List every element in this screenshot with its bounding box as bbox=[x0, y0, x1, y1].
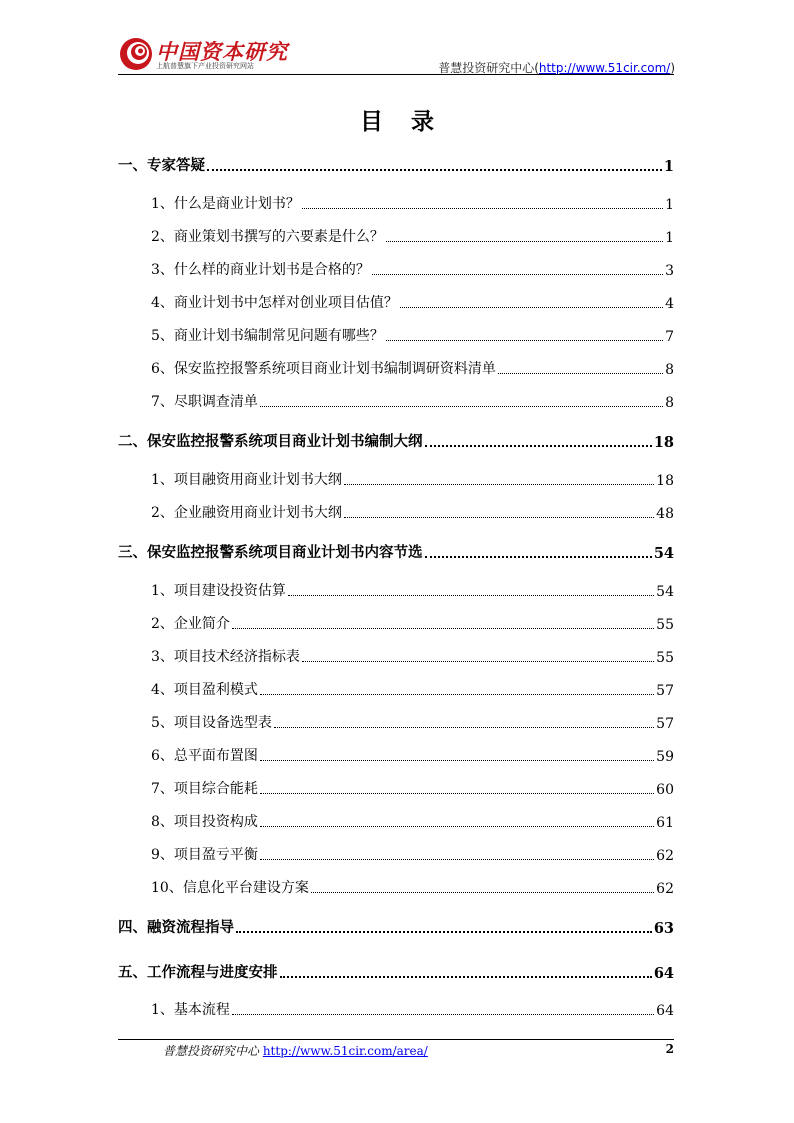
toc-entry-page: 54 bbox=[656, 584, 674, 600]
toc-entry[interactable] bbox=[118, 430, 674, 451]
toc-entry-label: 二、保安监控报警系统项目商业计划书编制大纲 bbox=[118, 433, 423, 450]
toc-entry-label: 5、项目设备选型表 bbox=[151, 715, 272, 731]
toc-entry[interactable] bbox=[151, 778, 674, 798]
toc-leader-dots bbox=[400, 307, 663, 308]
toc-entry-page: 1 bbox=[665, 230, 674, 246]
toc-entry-page: 64 bbox=[653, 965, 674, 982]
toc-entry-page: 1 bbox=[665, 197, 674, 213]
toc-entry[interactable] bbox=[151, 469, 674, 489]
toc-leader-dots bbox=[344, 484, 654, 485]
toc-entry-label: 3、项目技术经济指标表 bbox=[151, 649, 300, 665]
toc-entry-page: 8 bbox=[665, 395, 674, 411]
toc-leader-dots bbox=[232, 1014, 654, 1015]
footer-link[interactable]: http://www.51cir.com/area/ bbox=[262, 1044, 428, 1058]
page-number: 2 bbox=[665, 1042, 674, 1056]
toc-entry-page: 18 bbox=[656, 473, 674, 489]
toc-leader-dots bbox=[260, 793, 654, 794]
toc-entry-page: 60 bbox=[656, 782, 674, 798]
toc-entry-label: 1、项目融资用商业计划书大纲 bbox=[151, 472, 342, 488]
toc-entry-page: 62 bbox=[656, 881, 674, 897]
toc-leader-dots bbox=[207, 169, 662, 171]
toc-leader-dots bbox=[425, 445, 652, 447]
toc-entry-label: 7、项目综合能耗 bbox=[151, 781, 258, 797]
toc-entry-page: 57 bbox=[656, 683, 674, 699]
toc-entry-page: 62 bbox=[656, 848, 674, 864]
toc-entry[interactable] bbox=[151, 679, 674, 699]
toc-entry[interactable] bbox=[151, 811, 674, 831]
toc-entry-page: 61 bbox=[656, 815, 674, 831]
toc-entry[interactable] bbox=[151, 745, 674, 765]
toc-entry-page: 48 bbox=[656, 506, 674, 522]
toc-entry-label: 一、专家答疑 bbox=[118, 157, 205, 174]
toc-entry-label: 8、项目投资构成 bbox=[151, 814, 258, 830]
toc-entry-label: 2、企业简介 bbox=[151, 616, 230, 632]
toc-leader-dots bbox=[260, 694, 654, 695]
toc-entry-label: 2、商业策划书撰写的六要素是什么？ bbox=[151, 229, 384, 245]
toc-entry-page: 55 bbox=[656, 617, 674, 633]
toc-entry[interactable] bbox=[151, 325, 674, 345]
toc-entry-label: 6、总平面布置图 bbox=[151, 748, 258, 764]
toc-entry-label: 三、保安监控报警系统项目商业计划书内容节选 bbox=[118, 544, 423, 561]
toc-entry-page: 3 bbox=[665, 263, 674, 279]
toc-leader-dots bbox=[274, 727, 654, 728]
toc-entry-page: 1 bbox=[663, 158, 674, 175]
toc-entry-label: 10、信息化平台建设方案 bbox=[151, 880, 309, 896]
logo-title: 中国资本研究 bbox=[156, 39, 288, 64]
toc-entry-label: 6、保安监控报警系统项目商业计划书编制调研资料清单 bbox=[151, 361, 496, 377]
toc-entry-page: 63 bbox=[653, 920, 674, 937]
toc-entry[interactable] bbox=[151, 259, 674, 279]
toc-entry-page: 18 bbox=[653, 434, 674, 451]
toc-entry[interactable] bbox=[151, 226, 674, 246]
toc-entry[interactable] bbox=[151, 646, 674, 666]
toc-entry[interactable] bbox=[118, 154, 674, 175]
page-title: 目录 bbox=[360, 108, 462, 135]
header-site-link[interactable]: http://www.51cir.com/ bbox=[538, 61, 671, 75]
site-logo bbox=[118, 36, 288, 72]
toc-leader-dots bbox=[386, 241, 663, 242]
header-site-name: 普慧投资研究中心( bbox=[438, 61, 539, 75]
toc-entry-label: 1、什么是商业计划书？ bbox=[151, 196, 300, 212]
toc-leader-dots bbox=[425, 556, 652, 558]
toc-leader-dots bbox=[498, 373, 663, 374]
toc-entry[interactable] bbox=[151, 193, 674, 213]
toc-leader-dots bbox=[344, 517, 654, 518]
toc-entry-page: 4 bbox=[665, 296, 674, 312]
toc-leader-dots bbox=[260, 760, 654, 761]
toc-entry[interactable] bbox=[151, 712, 674, 732]
toc-entry-label: 2、企业融资用商业计划书大纲 bbox=[151, 505, 342, 521]
toc-leader-dots bbox=[311, 892, 654, 893]
footer-divider bbox=[118, 1039, 674, 1040]
toc-entry[interactable] bbox=[151, 391, 674, 411]
toc-leader-dots bbox=[288, 595, 654, 596]
toc-entry[interactable] bbox=[151, 877, 674, 897]
toc-leader-dots bbox=[372, 274, 663, 275]
toc-entry-page: 59 bbox=[656, 749, 674, 765]
toc-entry-page: 55 bbox=[656, 650, 674, 666]
toc-leader-dots bbox=[302, 208, 663, 209]
header-site-close: ) bbox=[670, 61, 675, 75]
toc-entry-label: 5、商业计划书编制常见问题有哪些？ bbox=[151, 328, 384, 344]
toc-entry[interactable] bbox=[118, 916, 674, 937]
toc-entry[interactable] bbox=[151, 999, 674, 1019]
toc-entry-label: 1、项目建设投资估算 bbox=[151, 583, 286, 599]
footer-org: 普慧投资研究中心 bbox=[163, 1044, 263, 1058]
toc-leader-dots bbox=[260, 826, 654, 827]
toc-entry[interactable] bbox=[118, 541, 674, 562]
toc-entry-page: 57 bbox=[656, 716, 674, 732]
toc-leader-dots bbox=[236, 931, 652, 933]
toc-leader-dots bbox=[386, 340, 663, 341]
toc-entry[interactable] bbox=[151, 502, 674, 522]
toc-entry-label: 五、工作流程与进度安排 bbox=[118, 964, 278, 981]
toc-entry-label: 9、项目盈亏平衡 bbox=[151, 847, 258, 863]
toc-entry-page: 8 bbox=[665, 362, 674, 378]
logo-subtitle: 上航普慧旗下产业投资研究网站 bbox=[156, 62, 254, 70]
toc-entry[interactable] bbox=[151, 844, 674, 864]
toc-leader-dots bbox=[302, 661, 654, 662]
toc-entry-page: 54 bbox=[653, 545, 674, 562]
toc-entry[interactable] bbox=[151, 358, 674, 378]
toc-leader-dots bbox=[260, 859, 654, 860]
toc-leader-dots bbox=[232, 628, 654, 629]
toc-entry[interactable] bbox=[151, 613, 674, 633]
header-divider bbox=[118, 74, 674, 75]
toc-entry-label: 3、什么样的商业计划书是合格的？ bbox=[151, 262, 370, 278]
toc-entry-label: 4、项目盈利模式 bbox=[151, 682, 258, 698]
toc-entry-page: 7 bbox=[665, 329, 674, 345]
toc-entry[interactable] bbox=[151, 580, 674, 600]
toc-entry-label: 四、融资流程指导 bbox=[118, 919, 234, 936]
logo-swirl-icon bbox=[118, 36, 154, 72]
toc-leader-dots bbox=[280, 976, 652, 978]
toc-entry-label: 1、基本流程 bbox=[151, 1002, 230, 1018]
toc-entry[interactable] bbox=[118, 961, 674, 982]
toc-entry-label: 4、商业计划书中怎样对创业项目估值？ bbox=[151, 295, 398, 311]
toc-entry-page: 64 bbox=[656, 1003, 674, 1019]
toc-leader-dots bbox=[260, 406, 663, 407]
footer-site-info bbox=[163, 1042, 428, 1059]
toc-entry-label: 7、尽职调查清单 bbox=[151, 394, 258, 410]
toc-entry[interactable] bbox=[151, 292, 674, 312]
